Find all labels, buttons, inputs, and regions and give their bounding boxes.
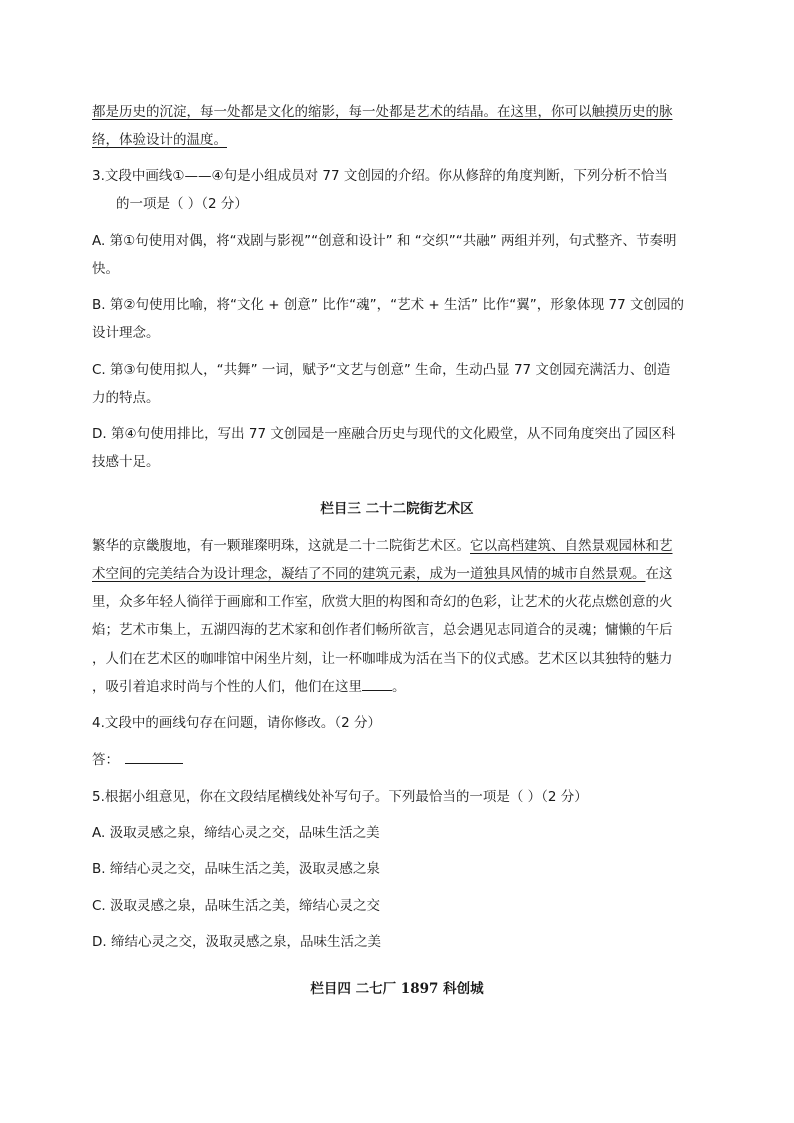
q4-answer-blank[interactable] [125,751,183,764]
q3-option-d-line-1: D. 第④句使用排比，写出 77 文创园是一座融合历史与现代的文化殿堂，从不同角度突出了园区科 [92,426,676,442]
passage-line-2 [92,565,673,583]
q3-option-b-line-2: 设计理念。 [92,325,160,341]
passage-line-5: ，人们在艺术区的咖啡馆中闲坐片刻，让一杯咖啡成为活在当下的仪式感。艺术区以其独特的魅力 [92,651,673,667]
passage-line-3: 里，众多年轻人徜徉于画廊和工作室，欣赏大胆的构图和奇幻的色彩，让艺术的火花点燃创意的火 [92,594,673,610]
q5-option-b: B. 缔结心灵之交，品味生活之美，汲取灵感之泉 [92,861,380,877]
passage-line-6-text: ，吸引着追求时尚与个性的人们，他们在这里 [92,679,362,695]
q5-option-c: C. 汲取灵感之泉，品味生活之美，缔结心灵之交 [92,898,381,914]
q4-answer-row [92,751,183,769]
q5-option-a: A. 汲取灵感之泉，缔结心灵之交，品味生活之美 [92,825,380,841]
q5-option-d: D. 缔结心灵之交，汲取灵感之泉，品味生活之美 [92,934,381,950]
q3-stem-line-1: 3.文段中画线①——④句是小组成员对 77 文创园的介绍。你从修辞的角度判断，下列分析不恰当 [92,168,668,184]
passage-line-1 [92,537,673,555]
section-3-heading: 栏目三 二十二院街艺术区 [320,501,474,517]
section-4-heading: 栏目四 二七厂 1897 科创城 [310,981,484,997]
q3-option-d-line-2: 技感十足。 [92,454,160,470]
passage-fill-blank[interactable] [362,678,392,691]
passage-line-6-end: 。 [392,679,406,695]
q3-stem-line-2: 的一项是（ ）（2 分） [116,196,248,212]
q4-answer-label: 答： [92,752,119,768]
q3-option-c-line-2: 力的特点。 [92,390,160,406]
intro-line-1: 都是历史的沉淀，每一处都是文化的缩影，每一处都是艺术的结晶。在这里，你可以触摸历史的脉 [92,104,673,120]
q3-option-a-line-2: 快。 [92,261,119,277]
passage-line-1-plain: 繁华的京畿腹地，有一颗璀璨明珠，这就是二十二院街艺术区。 [92,538,470,554]
q3-option-c-line-1: C. 第③句使用拟人，“共舞” 一词，赋予“文艺与创意” 生命，生动凸显 77 文创园充满活力、创造 [92,362,671,378]
passage-line-6 [92,678,406,696]
q3-option-a-line-1: A. 第①句使用对偶，将“戏剧与影视”“创意和设计” 和 “交织”“共融” 两组并列，句式整齐、节奏明 [92,233,677,249]
q3-option-b-line-1: B. 第②句使用比喻，将“文化 + 创意” 比作“魂”，“艺术 + 生活” 比作“翼”，形象体现 77 文创园的 [92,297,685,313]
q4-stem: 4.文段中的画线句存在问题，请你修改。（2 分） [92,715,382,731]
passage-line-4: 焰；艺术市集上，五湖四海的艺术家和创作者们畅所欲言，总会遇见志同道合的灵魂；慵懒的午后 [92,622,673,638]
q5-stem: 5.根据小组意见，你在文段结尾横线处补写句子。下列最恰当的一项是（ ）（2 分） [92,789,588,805]
intro-line-2: 络，体验设计的温度。 [92,132,227,148]
passage-line-2-plain: 在这 [645,566,673,582]
passage-underlined-sentence-end: 术空间的完美结合为设计理念，凝结了不同的建筑元素，成为一道独具风情的城市自然景观。 [92,566,646,582]
passage-underlined-sentence-start: 它以高档建筑、自然景观园林和艺 [470,538,673,554]
